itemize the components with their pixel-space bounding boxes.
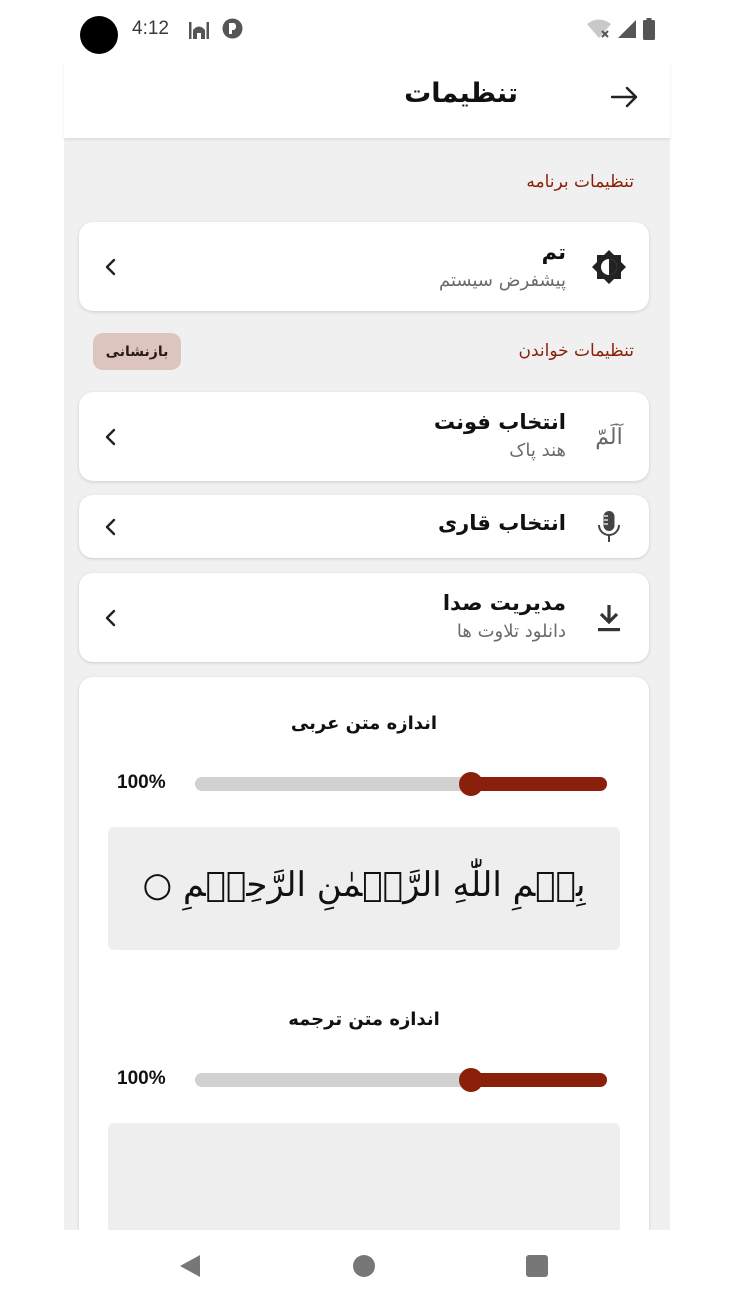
nav-home-icon[interactable] (353, 1255, 375, 1277)
arabic-preview-text: بِسۡمِ اللّٰهِ الرَّحۡمٰنِ الرَّحِيۡمِ ○ (142, 865, 586, 905)
theme-title: تم (541, 240, 566, 264)
signal-icon (617, 19, 637, 39)
text-size-card (79, 677, 649, 1230)
font-row[interactable] (79, 392, 649, 481)
audio-row[interactable] (79, 573, 649, 662)
section-header-reading: تنظیمات خواندن (518, 341, 634, 361)
arrow-right-icon[interactable] (610, 82, 640, 112)
arabic-size-slider[interactable] (195, 771, 607, 797)
brightness-icon (589, 247, 629, 287)
chevron-left-icon (101, 257, 121, 277)
translation-size-label: اندازه متن ترجمه (288, 1009, 440, 1030)
camera-cutout (80, 16, 118, 54)
translation-size-percent: 100% (117, 1068, 166, 1089)
reset-button[interactable]: بازنشانی (93, 333, 181, 370)
theme-row[interactable] (79, 222, 649, 311)
battery-icon (643, 18, 655, 40)
translation-size-slider[interactable] (195, 1067, 607, 1093)
settings-content[interactable] (64, 138, 670, 1230)
arabic-size-label: اندازه متن عربی (290, 713, 438, 734)
slider-fill (471, 1073, 607, 1087)
slider-thumb[interactable] (459, 772, 483, 796)
arabic-preview-box (108, 827, 620, 950)
translation-preview-box (108, 1123, 620, 1230)
font-subtitle: هند پاک (509, 440, 566, 461)
microphone-icon (589, 507, 629, 547)
section-header-app: تنظیمات برنامه (526, 172, 634, 192)
app-circle-icon (222, 18, 243, 39)
slider-thumb[interactable] (459, 1068, 483, 1092)
status-bar (0, 0, 731, 60)
arabic-size-percent: 100% (117, 772, 166, 793)
status-time: 4:12 (132, 18, 169, 39)
wifi-icon (587, 19, 611, 39)
audio-title: مدیریت صدا (442, 591, 566, 615)
chevron-left-icon (101, 517, 121, 537)
status-icons (587, 18, 655, 40)
chevron-left-icon (101, 427, 121, 447)
mosque-icon (188, 19, 210, 39)
font-sample-icon: آلَمّ (595, 424, 623, 450)
theme-subtitle: پیشفرض سیستم (438, 270, 566, 291)
reciter-title: انتخاب قاری (437, 511, 566, 535)
nav-recents-icon[interactable] (526, 1255, 548, 1277)
reciter-row[interactable] (79, 495, 649, 558)
page-title: تنظیمات (404, 78, 518, 109)
chevron-left-icon (101, 608, 121, 628)
system-nav-bar (0, 1230, 731, 1300)
nav-back-icon[interactable] (178, 1253, 202, 1279)
download-icon (589, 598, 629, 638)
audio-subtitle: دانلود تلاوت ها (456, 621, 566, 642)
font-title: انتخاب فونت (433, 410, 566, 434)
slider-fill (471, 777, 607, 791)
app-bar (64, 60, 670, 138)
